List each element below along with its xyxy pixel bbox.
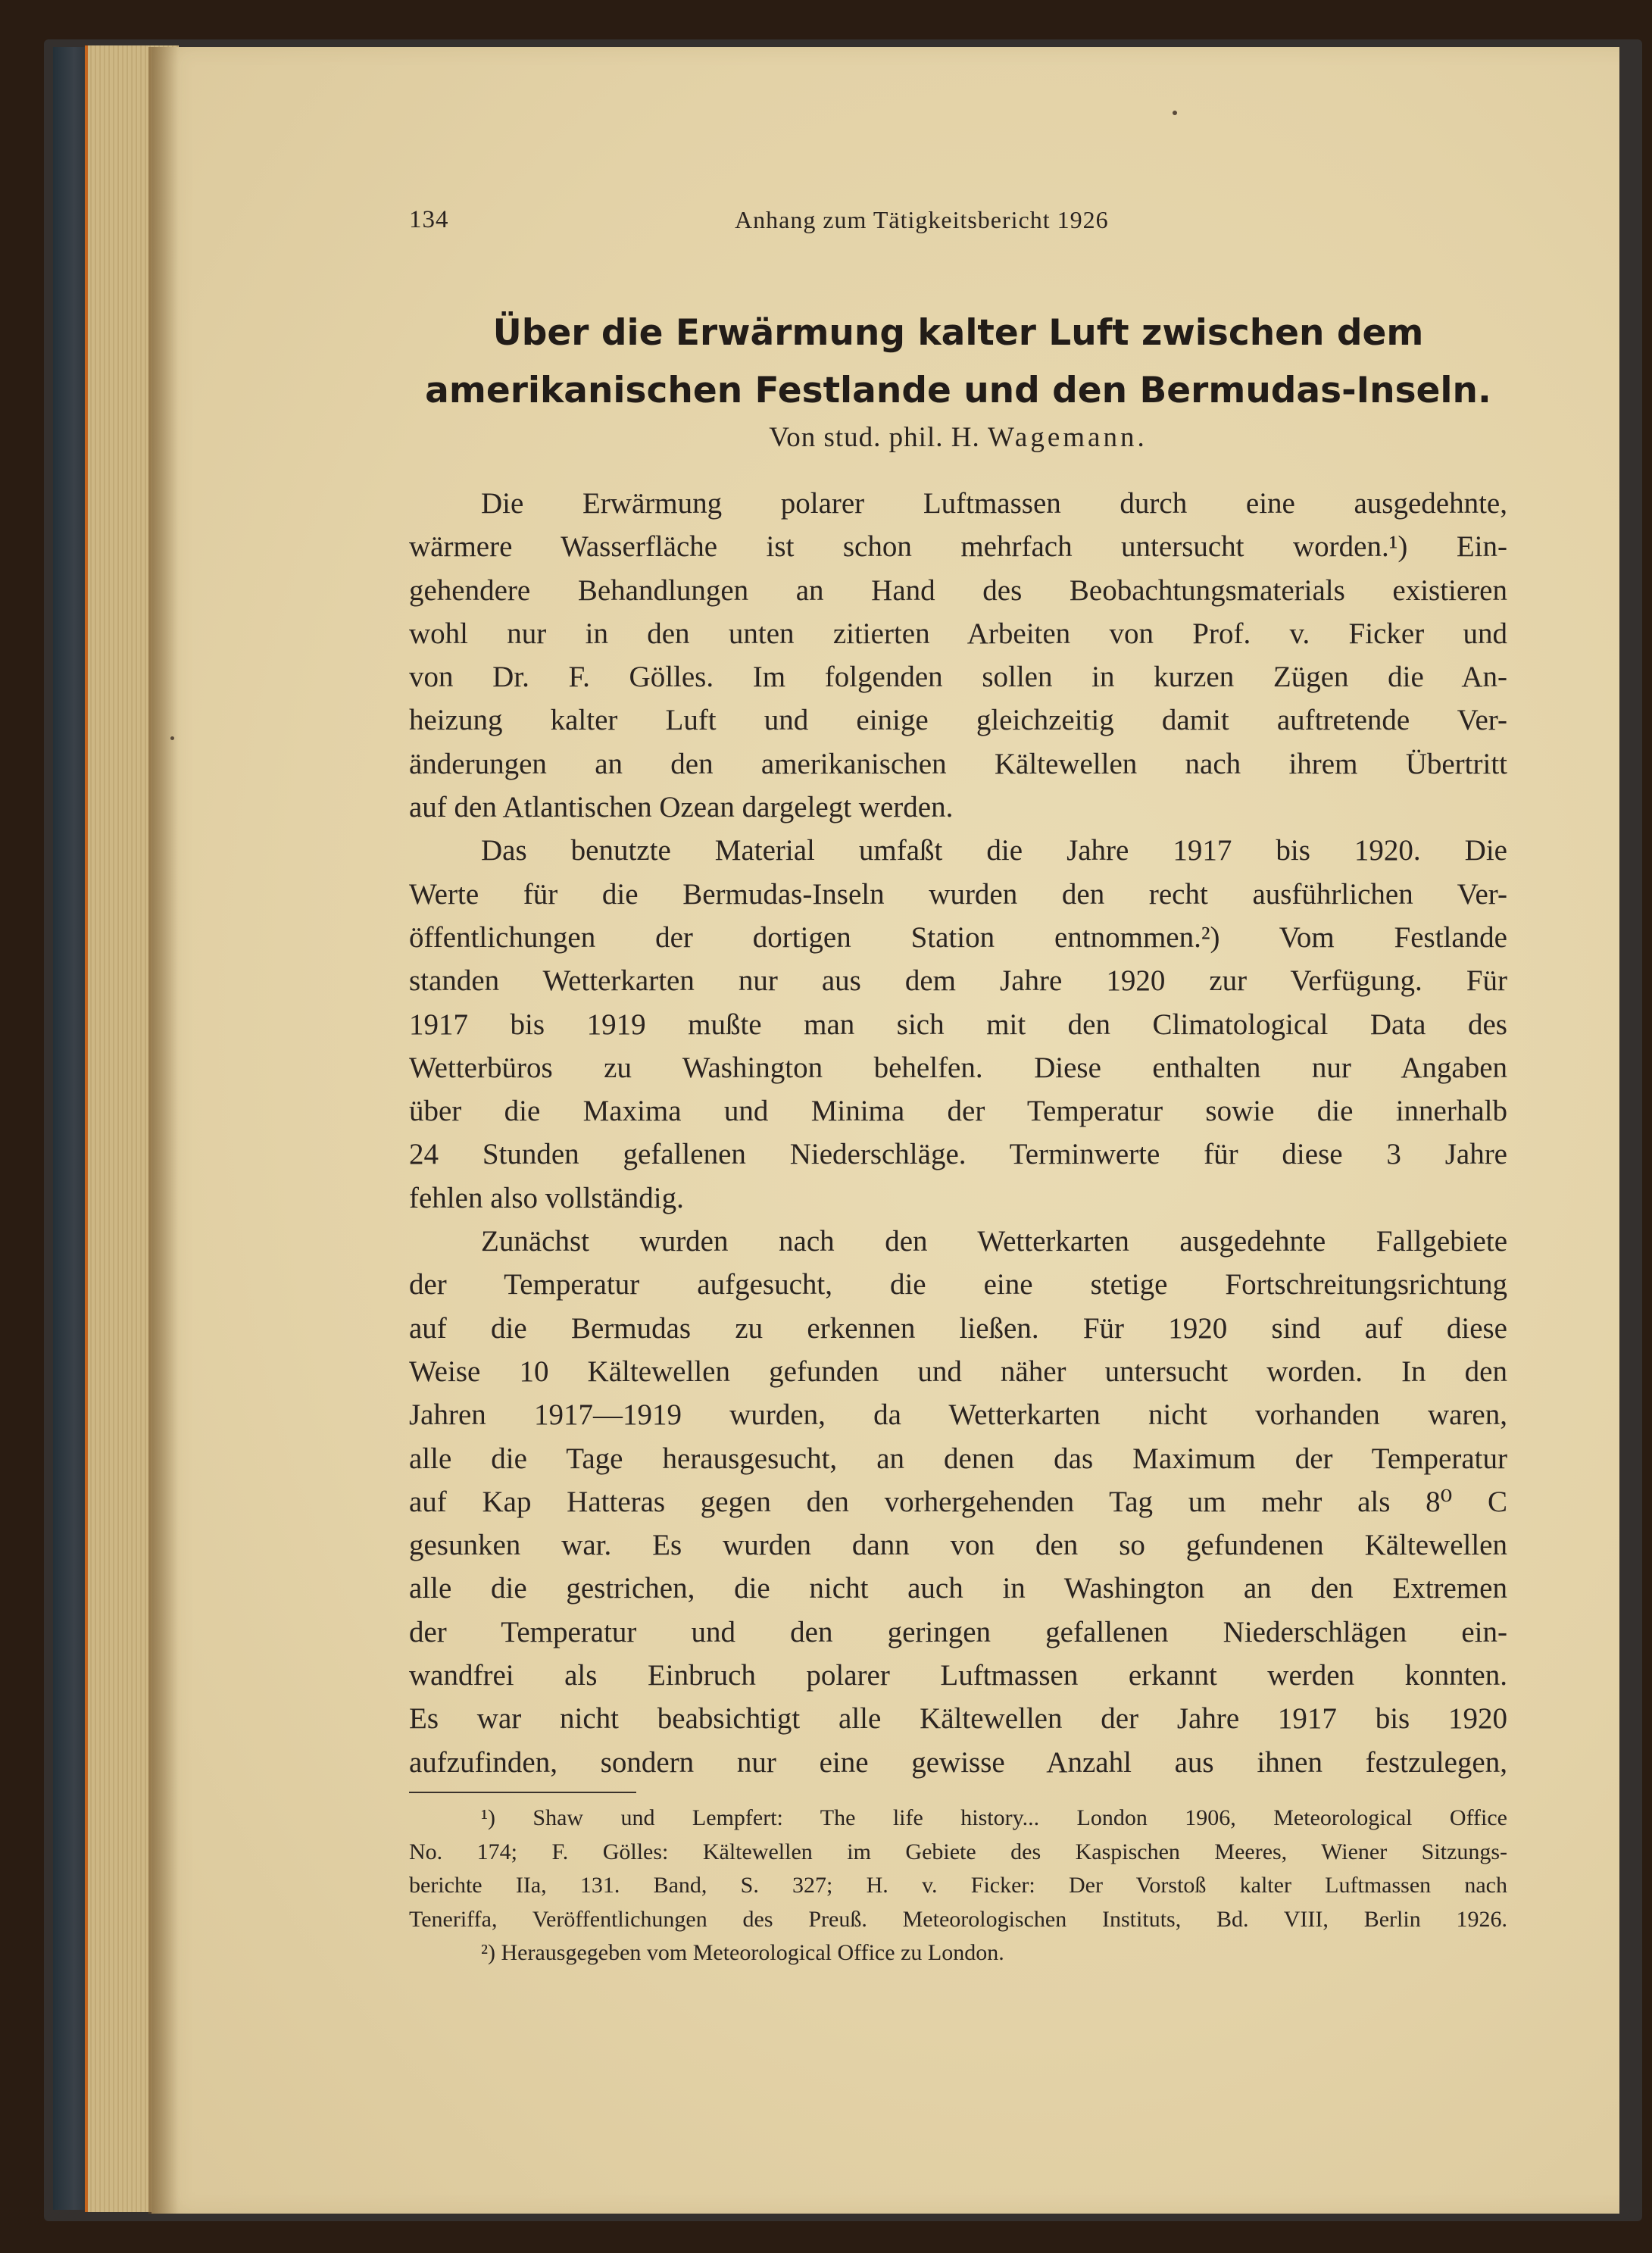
author-prefix: Von stud. phil. H. (769, 422, 980, 453)
footnote-separator (409, 1792, 636, 1793)
text-line: über die Maxima und Minima der Temperatur sowie die innerhalb (409, 1095, 1507, 1128)
text-line: 24 Stunden gefallenen Niederschläge. Terminwerte für diese 3 Jahre (409, 1138, 1507, 1171)
footnote-line: berichte IIa, 131. Band, S. 327; H. v. Ficker: Der Vorstoß kalter Luftmassen nach (409, 1873, 1507, 1898)
footnote-line: Teneriffa, Veröffentlichungen des Preuß. Meteorologischen Instituts, Bd. VIII, Berlin 1926. (409, 1906, 1507, 1932)
text-line: wohl nur in den unten zitierten Arbeiten von Prof. v. Ficker und (409, 617, 1507, 650)
paragraph-1 (409, 482, 1507, 829)
text-line: gesunken war. Es wurden dann von den so gefundenen Kältewellen (409, 1529, 1507, 1562)
text-line: öffentlichungen der dortigen Station entnommen.²) Vom Festlande (409, 920, 1507, 954)
article-title-line-1: Über die Erwärmung kalter Luft zwischen dem (492, 312, 1424, 354)
footnote-line: No. 174; F. Gölles: Kältewellen im Gebiete des Kaspischen Meeres, Wiener Sitzungs- (409, 1839, 1507, 1864)
text-line: von Dr. F. Gölles. Im folgenden sollen in kurzen Zügen die An- (409, 661, 1507, 694)
text-line: standen Wetterkarten nur aus dem Jahre 1920 zur Verfügung. Für (409, 964, 1507, 998)
footnote-line: ¹) Shaw und Lempfert: The life history... London 1906, Meteorological Office (481, 1805, 1507, 1830)
text-line: 1917 bis 1919 mußte man sich mit den Climatological Data des (409, 1008, 1507, 1041)
paragraph-2 (409, 829, 1507, 1220)
paper-speck (1173, 111, 1177, 115)
article-author (409, 421, 1507, 454)
text-line: alle die gestrichen, die nicht auch in Washington an den Extremen (409, 1572, 1507, 1605)
text-line: fehlen also vollständig. (409, 1181, 684, 1214)
text-line: Die Erwärmung polarer Luftmassen durch eine ausgedehnte, (481, 487, 1507, 520)
text-line: alle die Tage herausgesucht, an denen das Maximum der Temperatur (409, 1442, 1507, 1475)
footnote-2 (409, 1936, 1507, 1970)
text-line: auf den Atlantischen Ozean dargelegt werden. (409, 791, 954, 824)
footnotes (409, 1801, 1507, 1970)
text-line: Wetterbüros zu Washington behelfen. Diese enthalten nur Angaben (409, 1051, 1507, 1084)
text-line: auf Kap Hatteras gegen den vorhergehenden Tag um mehr als 8⁰ C (409, 1485, 1507, 1518)
text-line: gehendere Behandlungen an Hand des Beobachtungsmaterials existieren (409, 573, 1507, 607)
running-header (409, 206, 1507, 236)
text-line: wärmere Wasserfläche ist schon mehrfach untersucht worden.¹) Ein- (409, 530, 1507, 564)
author-name: Wagemann. (987, 422, 1148, 453)
footnote-1 (409, 1801, 1507, 1936)
text-line: Es war nicht beabsichtigt alle Kältewellen der Jahre 1917 bis 1920 (409, 1702, 1507, 1736)
text-line: wandfrei als Einbruch polarer Luftmassen erkannt werden konnten. (409, 1659, 1507, 1692)
text-line: der Temperatur und den geringen gefallenen Niederschlägen ein- (409, 1615, 1507, 1648)
page-number: 134 (409, 206, 449, 233)
text-line: änderungen an den amerikanischen Kältewellen nach ihrem Übertritt (409, 747, 1507, 780)
article-title-line-2: amerikanischen Festlande und den Bermudas-Inseln. (425, 370, 1491, 411)
page-gutter-shadow (148, 47, 179, 2214)
text-line: Weise 10 Kältewellen gefunden und näher untersucht worden. In den (409, 1355, 1507, 1388)
text-line: Das benutzte Material umfaßt die Jahre 1917 bis 1920. Die (481, 834, 1507, 867)
text-line: auf die Bermudas zu erkennen ließen. Für 1920 sind auf diese (409, 1311, 1507, 1345)
paragraph-3 (409, 1220, 1507, 1784)
article-title (409, 305, 1507, 420)
text-line: Zunächst wurden nach den Wetterkarten ausgedehnte Fallgebiete (481, 1225, 1507, 1258)
text-line: der Temperatur aufgesucht, die eine stetige Fortschreitungsrichtung (409, 1268, 1507, 1301)
text-line: Werte für die Bermudas-Inseln wurden den recht ausführlichen Ver- (409, 877, 1507, 911)
paper-speck (170, 736, 174, 740)
footnote-line: ²) Herausgegeben vom Meteorological Office zu London. (481, 1940, 1004, 1965)
text-line: heizung kalter Luft und einige gleichzeitig damit auftretende Ver- (409, 704, 1507, 737)
running-title: Anhang zum Tätigkeitsbericht 1926 (735, 206, 1109, 233)
text-line: Jahren 1917—1919 wurden, da Wetterkarten nicht vorhanden waren, (409, 1398, 1507, 1432)
text-line: aufzufinden, sondern nur eine gewisse Anzahl aus ihnen festzulegen, (409, 1745, 1507, 1779)
article-body (409, 482, 1507, 1784)
